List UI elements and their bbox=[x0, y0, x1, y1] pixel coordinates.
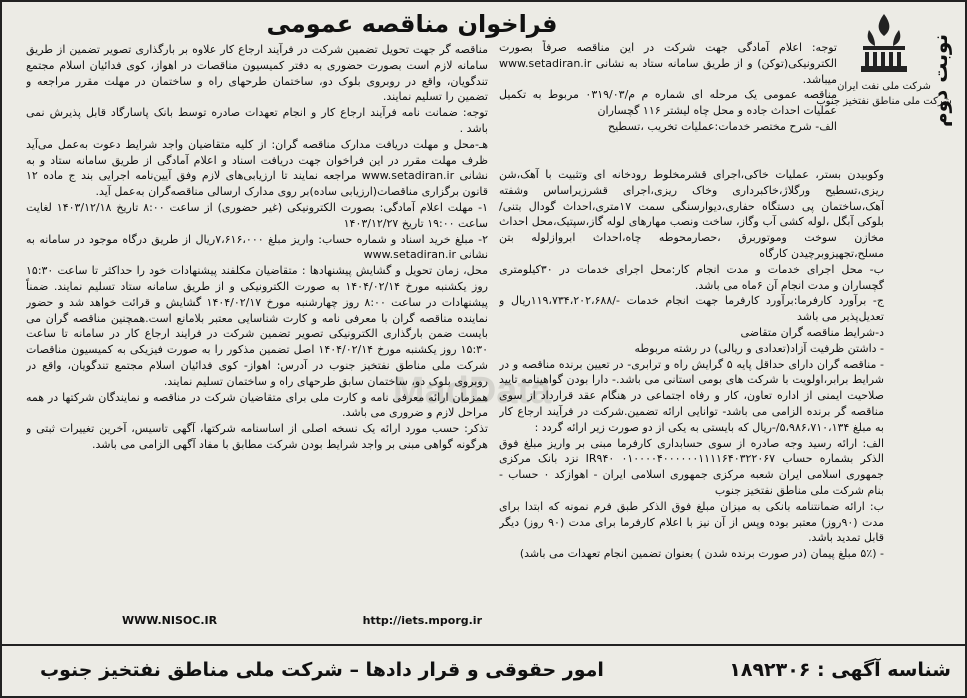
paragraph: همزمان ارائه معرفی نامه و کارت ملی برای متقاضیان شرکت در مناقصه و نمایندگان شرکتها در همه مراحل لازم و ضروری می باشد. bbox=[26, 390, 488, 420]
page-title: فراخوان مناقصه عمومی bbox=[266, 10, 558, 38]
paragraph: محل، زمان تحویل و گشایش پیشنهادها : متقاضیان مکلفند پیشنهادات خود را حداکثر تا ساعت ۱۵:۳۰ روز یکشنبه مورخ ۱۴۰۴/۰۲/۱۴ به صورت الکترونیکی و از طریق سامانه ستاد تسلیم نمایند. ضمناً پیشنهادات در ساعت ۸:۰۰ روز چهارشنبه مورخ ۱۴۰۴/۰۲/۱۷ گشایش و قرائت خواهد شد و حضور نماینده مناقصه گران با معرفی نامه و کارت شناسایی معتبر بلامانع است.همچنین مناقصه گران می بایست ضمن بارگذاری الکترونیکی تصویر تضمین شرکت در فرایند ارجاع کار در سامانه تا ساعت ۱۵:۳۰ روز یکشنبه مورخ ۱۴۰۴/۰۲/۱۴ اصل تضمین مذکور را به صورت فیزیکی به کمیسیون مناقصات شرکت ملی مناطق نفتخیز جنوب در آدرس: اهواز- کوی فدائیان اسلام مجتمع تندگویان، واقع در روبروی بلوک دو، ساختمان سابق طرحهای راه و ساختمان تسلیم نمایند. bbox=[26, 264, 488, 388]
paragraph: الف- شرح مختصر خدمات:عملیات تخریب ،تسطیح bbox=[608, 119, 837, 133]
ad-code: شناسه آگهی : ۱۸۹۲۳۰۶ bbox=[729, 659, 951, 681]
paragraph: ب: ارائه ضمانتنامه بانکی به میزان مبلغ فوق الذکر طبق فرم نمونه که ابتدا برای مدت (۹۰روز) معتبر بوده وپس از آن نیز با اعلام کارفرما برای مدت (۹۰ روز) دیگر قابل تمدید باشد. bbox=[499, 499, 884, 545]
paragraph: ب- محل اجرای خدمات و مدت انجام کار:محل اجرای خدمات در ۳۰کیلومتری گچساران و مدت انجام آن ۶ماه می باشد. bbox=[499, 262, 884, 292]
paragraph: - داشتن ظرفیت آزاد(تعدادی و ریالی) در رشته مربوطه bbox=[634, 341, 884, 355]
round-label: نوبت دوم bbox=[928, 34, 952, 128]
footer-org: امور حقوقی و قرار دادها – شرکت ملی مناطق نفتخیز جنوب bbox=[40, 659, 604, 681]
url-row bbox=[122, 614, 482, 632]
paragraph: وکوبیدن بستر، عملیات خاکی،اجرای قشرمخلوط رودخانه ای وتثبیت با آهک،شن ریزی،تسطیح ورگلاژ،خاکبرداری وخاک ریزی،اجرای قشرزیراساس وشفته آهک،ساختمان پی دستگاه حفاری،دیوارسنگی سمت ۱۷متری،احداث گودال بتنی/بلوکی آبگل ،لوله کشی آب وگاز، ساخت ونصب مهارهای لوله گاز،سپتیک،محل احداث مخازن سوخت وموتوربرق ،حصارمحوطه چاه،احداث ابروازلوله بتن مسلح،تجهیزوبرچیدن کارگاه bbox=[499, 168, 884, 260]
left-column-body bbox=[26, 42, 488, 612]
paragraph: د-شرایط مناقصه گران متقاضی bbox=[740, 325, 884, 339]
flame-logo-icon bbox=[849, 8, 919, 78]
logo-text-subsidiary: شرکت ملی مناطق نفتخیز جنوب bbox=[816, 96, 952, 107]
paragraph: ج- برآورد کارفرما:برآورد کارفرما جهت انجام خدمات -/۱۱۹،۷۳۴،۲۰۲،۶۸۸ریال و تعدیل‌پذیر می باشد bbox=[499, 294, 884, 324]
watermark: MadData bbox=[392, 370, 552, 412]
footer bbox=[2, 644, 965, 694]
right-column-top bbox=[499, 40, 837, 164]
paragraph: - (۵٪ مبلغ پیمان (در صورت برنده شدن ) بعنوان تضمین انجام تعهدات می باشد) bbox=[519, 547, 884, 561]
paragraph: توجه: اعلام آمادگی جهت شرکت در این مناقصه صرفاً بصورت الکترونیکی(توکن) و از طریق سامانه ستاد به نشانی www.setadiran.ir میباشد. bbox=[499, 41, 837, 86]
paragraph: الف: ارائه رسید وجه صادره از سوی حسابداری کارفرما مبنی بر واریز مبلغ فوق الذکر بشماره حساب ۰۱۰۰۰۰۴۰۰۰۰۰۰۱۱۱۱۶۴۰۳۲۲۰۶۷ IR۹۴۰ نزد بانک مرکزی جمهوری اسلامی ایران شعبه مرکزی جمهوری اسلامی ایران - اهوازکد ۰ حساب - بنام شرکت ملی مناطق نفتخیز جنوب bbox=[499, 436, 884, 497]
nisoc-url[interactable]: WWW.NISOC.IR bbox=[122, 614, 218, 627]
paragraph: ۱- مهلت اعلام آمادگی: بصورت الکترونیکی (غیر حضوری) از ساعت ۸:۰۰ تاریخ ۱۴۰۳/۱۲/۱۸ لغایت ساعت ۱۹:۰۰ تاریخ ۱۴۰۳/۱۲/۲۷ bbox=[26, 200, 488, 230]
paragraph: مناقصه عمومی یک مرحله ای شماره م م/۰۳۱۹/۰۳ مربوط به تکمیل عملیات احداث جاده و محل چاه لیشتر ۱۱۶ گچساران bbox=[499, 88, 837, 118]
iets-url[interactable]: http://iets.mporg.ir bbox=[362, 614, 482, 627]
paragraph: مناقصه گر جهت تحویل تضمین شرکت در فرآیند ارجاع کار علاوه بر بارگذاری تصویر تضمین از طریق سامانه لازم است بصورت حضوری به دفتر کمیسیون مناقصات در اهواز، کوی فدائیان اسلام مجتمع تندگویان، واقع در روبروی بلوک دو، ساختمان طرحهای راه و ساختمان در مهلت مقرر مراجعه و تضمین را تسلیم نمایند. bbox=[26, 43, 488, 104]
paragraph: توجه: ضمانت نامه فرآیند ارجاع کار و انجام تعهدات صادره توسط بانک پاسارگاد قابل پذیرش نمی باشد . bbox=[26, 106, 488, 135]
logo-text-company: شرکت ملی نفت ایران bbox=[837, 81, 931, 92]
paragraph: - مناقصه گران دارای حداقل پایه ۵ گرایش راه و ترابری- در تعیین برنده مناقصه و در شرایط برابر،اولویت با شرکت های بومی استانی می باشد.- دارا بودن گواهینامه تایید صلاحیت ایمنی از اداره تعاون، کار و رفاه اجتماعی در هنگام عقد قرارداد از سوی مناقصه گر برنده الزامی می باشد- توانایی ارائه تضمین.شرکت در فرآیند ارجاع کار به مبلغ ۵،۹۸۶،۷۱۰،۱۳۴/-ریال که بایستی به یکی از دو صورت زیر ارائه گردد : bbox=[499, 357, 884, 434]
paragraph: تذکر: حسب مورد ارائه یک نسخه اصلی از اساسنامه شرکتها، آگهی تاسیس، آخرین تغییرات ثبتی و هرگونه گواهی مبنی بر واجد شرایط بودن شرکت مطابق با مفاد آگهی الزامی می باشد. bbox=[26, 422, 488, 451]
paragraph: ۲- مبلغ خرید اسناد و شماره حساب: واریز مبلغ ۷،۶۱۶،۰۰۰ریال از طریق درگاه موجود در سامانه به نشانی www.setadiran.ir bbox=[26, 232, 488, 262]
paragraph: هـ-محل و مهلت دریافت مدارک مناقصه گران: از کلیه متقاضیان واجد شرایط دعوت به‌عمل می‌آید ظرف مهلت مقرر در این فراخوان جهت دریافت اسناد و اعلام آمادگی از طریق سامانه ستاد و به نشانی www.setadiran.ir مراجعه نمایند تا ارزیابی‌های لازم وفق آیین‌نامه اجرایی بند ج ماده ۱۲ قانون برگزاری مناقصات(ارزیابی ساده)بر روی مدارک ارسالی مناقصه‌گران به‌عمل آید. bbox=[26, 137, 488, 199]
